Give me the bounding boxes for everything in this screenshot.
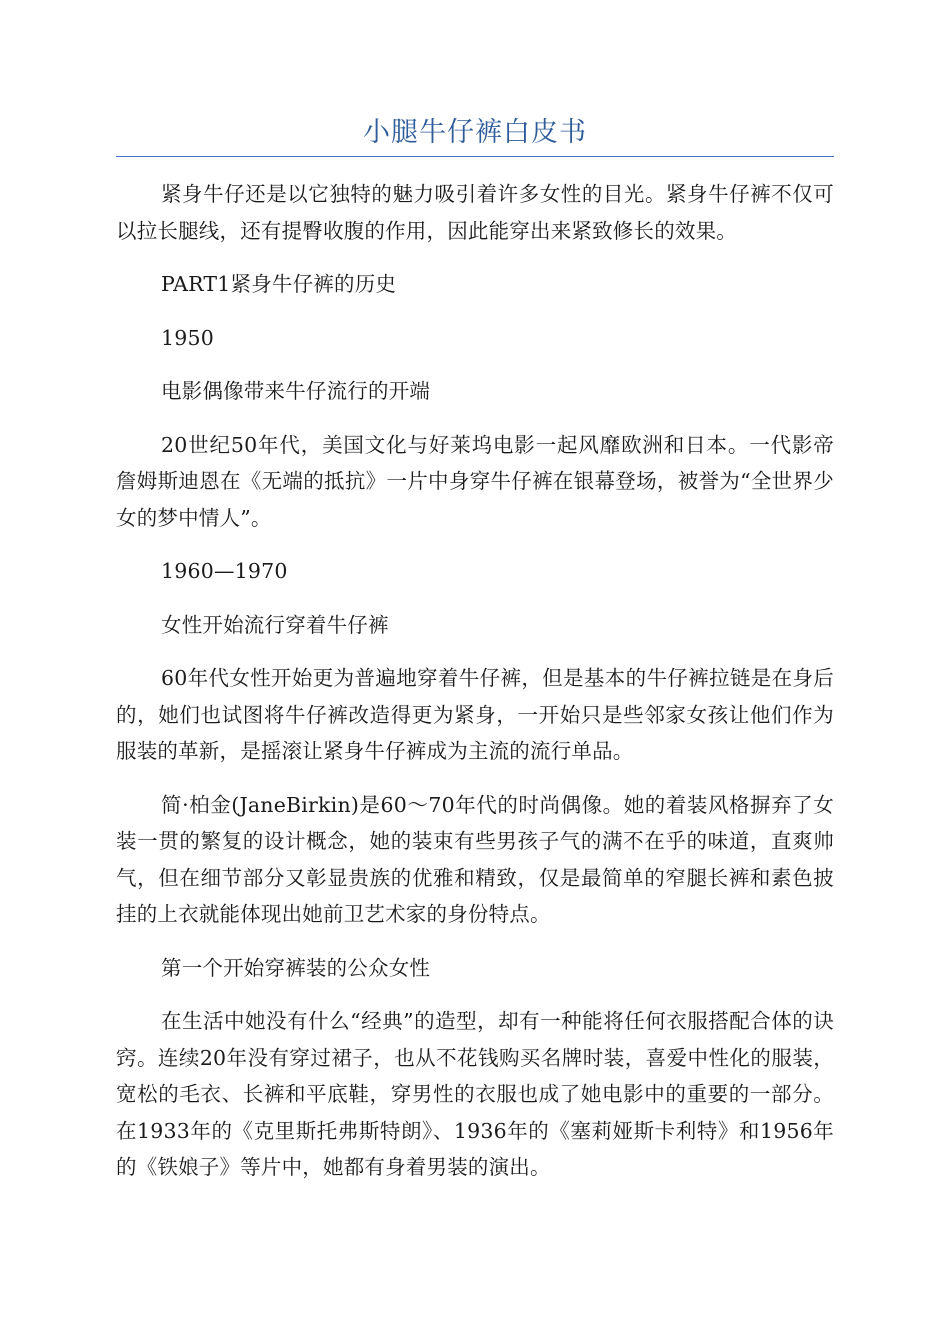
- paragraph-life-style: 在生活中她没有什么“经典”的造型，却有一种能将任何衣服搭配合体的诀窍。连续20年没有穿过裙子，也从不花钱购买名牌时装，喜爱中性化的服装，宽松的毛衣、长裤和平底鞋，穿男性的衣服也成了她电影中的重要的一部分。在1933年的《克里斯托弗斯特朗》、1936年的《塞莉娅斯卡利特》和1956年的《铁娘子》等片中，她都有身着男装的演出。: [116, 1009, 834, 1179]
- document-body: [116, 176, 834, 1203]
- paragraph-intro: 紧身牛仔还是以它独特的魅力吸引着许多女性的目光。紧身牛仔裤不仅可以拉长腿线，还有提臀收腹的作用，因此能穿出来紧致修长的效果。: [116, 182, 834, 243]
- paragraph-1950s: 20世纪50年代，美国文化与好莱坞电影一起风靡欧洲和日本。一代影帝詹姆斯迪恩在《无端的抵抗》一片中身穿牛仔裤在银幕登场，被誉为“全世界少女的梦中情人”。: [116, 432, 834, 530]
- subheading-women-jeans: 女性开始流行穿着牛仔裤: [161, 612, 389, 637]
- paragraph-1960s: 60年代女性开始更为普遍地穿着牛仔裤，但是基本的牛仔裤拉链是在身后的，她们也试图将牛仔裤改造得更为紧身，一开始只是些邻家女孩让他们作为服装的革新，是摇滚让紧身牛仔裤成为主流的流行单品。: [116, 666, 834, 763]
- title-block: [116, 116, 834, 157]
- year-heading-1960-1970: 1960—1970: [161, 559, 288, 583]
- paragraph-jane-birkin: 简·柏金(JaneBirkin)是60～70年代的时尚偶像。她的着装风格摒弃了女装一贯的繁复的设计概念，她的装束有些男孩子气的满不在乎的味道，直爽帅气，但在细节部分又彰显贵族的优雅和精致，仅是最简单的窄腿长裤和素色披挂的上衣就能体现出她前卫艺术家的身份特点。: [116, 792, 834, 926]
- year-heading-1950: 1950: [161, 325, 214, 350]
- subheading-movie-idol: 电影偶像带来牛仔流行的开端: [161, 379, 431, 403]
- subheading-first-woman-trousers: 第一个开始穿裤装的公众女性: [161, 955, 431, 980]
- section-heading-part1: PART1紧身牛仔裤的历史: [161, 272, 397, 296]
- document-title: 小腿牛仔裤白皮书: [363, 117, 587, 148]
